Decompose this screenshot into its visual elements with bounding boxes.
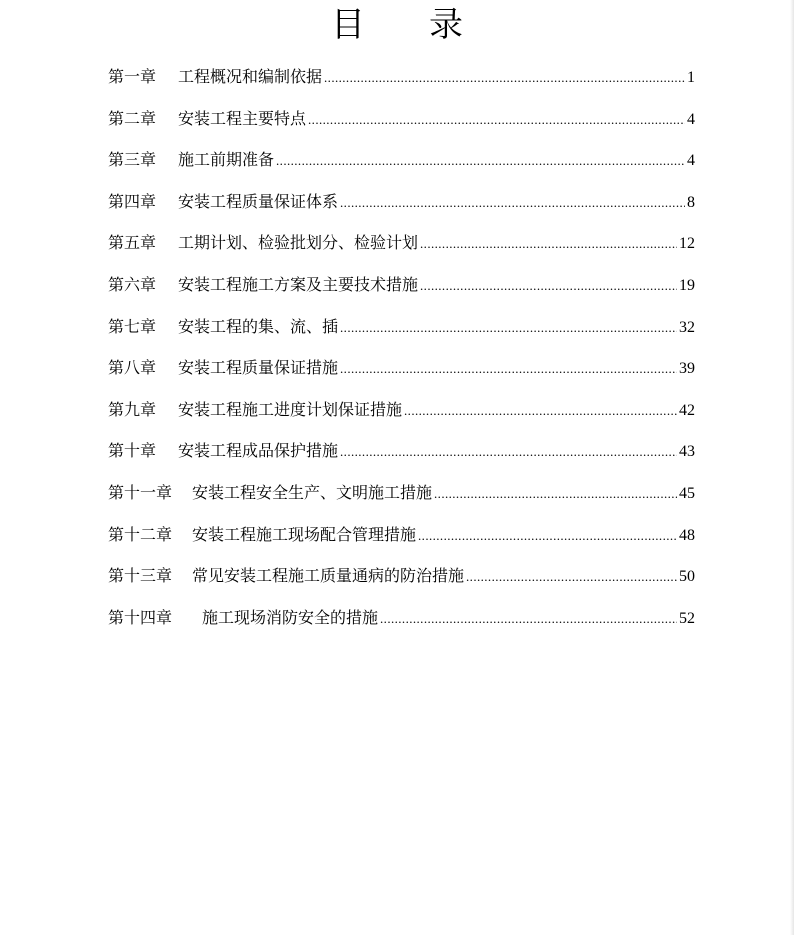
toc-chapter-title: 施工现场消防安全的措施: [202, 607, 379, 627]
toc-entry[interactable]: [108, 514, 695, 556]
toc-page-number: 19: [679, 276, 695, 294]
toc-page-number: 50: [679, 568, 695, 586]
toc-dot-leader: [466, 556, 677, 598]
toc-chapter-number: 第四章: [108, 191, 157, 211]
toc-chapter-number: 第七章: [108, 316, 157, 336]
toc-page-number: 52: [679, 609, 695, 627]
toc-entry[interactable]: [108, 306, 695, 348]
page-title-char-2: 录: [429, 5, 463, 45]
toc-page-number: 45: [679, 484, 695, 502]
toc-chapter-number: 第九章: [108, 399, 157, 419]
toc-dot-leader: [418, 515, 677, 557]
toc-chapter-number: 第二章: [108, 108, 157, 128]
toc-page-number: 48: [679, 526, 695, 544]
toc-chapter-number: 第六章: [108, 274, 157, 294]
toc-page-number: 4: [687, 110, 695, 128]
toc-dot-leader: [308, 99, 685, 141]
toc-chapter-number: 第十四章: [108, 607, 173, 627]
toc-entry[interactable]: [108, 597, 695, 639]
toc-dot-leader: [340, 182, 685, 224]
page-edge-shadow: [790, 0, 794, 935]
toc-chapter-number: 第十二章: [108, 524, 173, 544]
toc-dot-leader: [380, 598, 677, 640]
toc-dot-leader: [324, 57, 685, 99]
toc-dot-leader: [420, 223, 677, 265]
toc-chapter-title: 安装工程施工方案及主要技术措施: [178, 274, 419, 294]
toc-entry[interactable]: [108, 347, 695, 389]
toc-entry[interactable]: [108, 139, 695, 181]
toc-dot-leader: [340, 348, 677, 390]
toc-chapter-title: 安装工程质量保证措施: [178, 358, 339, 378]
toc-page-number: 42: [679, 401, 695, 419]
table-of-contents: [108, 56, 695, 638]
toc-chapter-title: 安装工程安全生产、文明施工措施: [192, 482, 433, 502]
toc-entry[interactable]: [108, 555, 695, 597]
toc-chapter-title: 安装工程施工现场配合管理措施: [192, 524, 417, 544]
toc-chapter-number: 第十一章: [108, 482, 173, 502]
toc-chapter-title: 施工前期准备: [178, 150, 275, 170]
toc-page-number: 1: [687, 69, 695, 86]
toc-page-number: 4: [687, 152, 695, 170]
toc-dot-leader: [276, 140, 685, 182]
toc-dot-leader: [340, 431, 677, 473]
toc-entry[interactable]: [108, 472, 695, 514]
toc-dot-leader: [420, 265, 677, 307]
toc-chapter-title: 安装工程的集、流、插: [178, 316, 339, 336]
toc-chapter-number: 第一章: [108, 67, 157, 86]
toc-chapter-number: 第八章: [108, 358, 157, 378]
toc-page-number: 12: [679, 235, 695, 253]
toc-chapter-number: 第十三章: [108, 566, 173, 586]
toc-entry[interactable]: [108, 181, 695, 223]
toc-page-number: 8: [687, 193, 695, 211]
toc-entry[interactable]: [108, 264, 695, 306]
toc-page-number: 32: [679, 318, 695, 336]
toc-entry[interactable]: [108, 98, 695, 140]
toc-chapter-number: 第十章: [108, 441, 157, 461]
toc-dot-leader: [340, 307, 677, 349]
toc-chapter-title: 工程概况和编制依据: [178, 67, 323, 86]
page-title-char-1: 目: [331, 5, 365, 45]
toc-chapter-title: 安装工程成品保护措施: [178, 441, 339, 461]
toc-dot-leader: [434, 473, 677, 515]
toc-chapter-title: 常见安装工程施工质量通病的防治措施: [192, 566, 465, 586]
toc-entry[interactable]: [108, 389, 695, 431]
toc-chapter-title: 安装工程质量保证体系: [178, 191, 339, 211]
toc-entry[interactable]: [108, 56, 695, 98]
toc-page-number: 43: [679, 443, 695, 461]
toc-chapter-title: 安装工程施工进度计划保证措施: [178, 399, 403, 419]
toc-dot-leader: [404, 390, 677, 432]
toc-entry[interactable]: [108, 430, 695, 472]
toc-chapter-title: 安装工程主要特点: [178, 108, 307, 128]
toc-chapter-number: 第五章: [108, 233, 157, 253]
toc-entry[interactable]: [108, 222, 695, 264]
toc-chapter-title: 工期计划、检验批划分、检验计划: [178, 233, 419, 253]
toc-page-number: 39: [679, 360, 695, 378]
page-title: [0, 2, 794, 48]
toc-chapter-number: 第三章: [108, 150, 157, 170]
